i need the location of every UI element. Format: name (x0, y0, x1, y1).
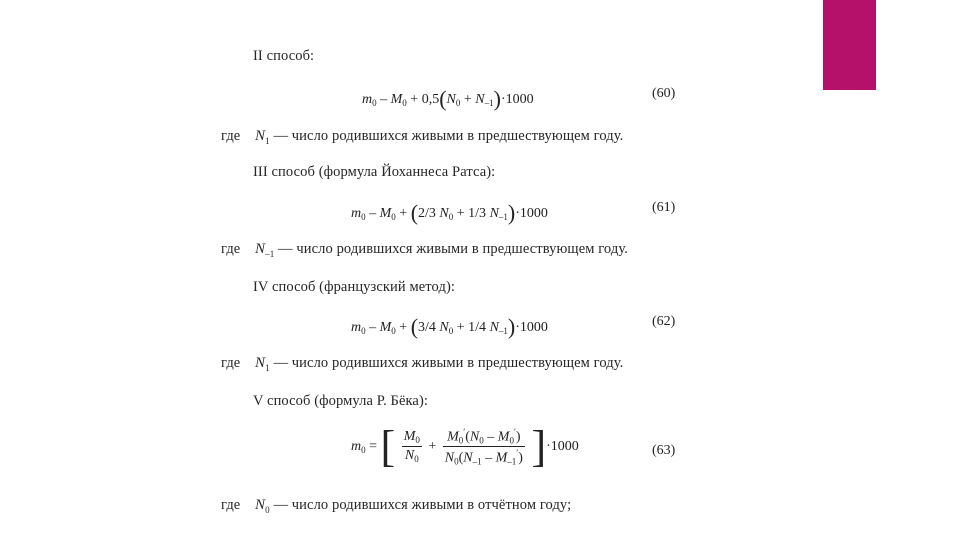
where-row-62: где $N_1$ — число родившихся живыми в предшествующем году. (221, 355, 624, 373)
formula-61: $m_0 - M_0 + (2/3$ $N_0 + 1/3$ $N_{-1})\cdot 1000$ (351, 200, 548, 225)
equation-number-61: (61) (652, 200, 676, 215)
where-row-60: где $N_1$ — число родившихся живыми в предшествующем году. (221, 128, 624, 146)
heading-method-4: IV способ (французский метод): (253, 279, 456, 295)
formula-60: $m_0 - M_0 + 0,5(N_0 + N_{-1})\cdot 1000$ (362, 86, 534, 111)
heading-method-5: V способ (формула Р. Бёка): (253, 393, 429, 409)
heading-method-3: III способ (формула Йоханнеса Ратса): (253, 164, 496, 180)
where-row-61: где $N_{-1}$ — число родившихся живыми в предшествующем году. (221, 241, 628, 259)
formula-62: $m_0 - M_0 + (3/4$ $N_0 + 1/4$ $N_{-1})\cdot 1000$ (351, 314, 548, 339)
equation-number-63: (63) (652, 443, 676, 458)
accent-bar (823, 0, 876, 90)
formula-63: $m_0$ = [ $\frac{M_0}{N_0}$ + $\frac{M_0'(N_0 - M_0')}{N_0(N_{-1} - M_{-1}')}$ ]·1000 (351, 422, 579, 471)
heading-method-2: II способ: (253, 48, 315, 64)
equation-number-62: (62) (652, 314, 676, 329)
where-row-63: где $N_0$ — число родившихся живыми в отчётном году; (221, 497, 572, 515)
equation-number-60: (60) (652, 86, 676, 101)
